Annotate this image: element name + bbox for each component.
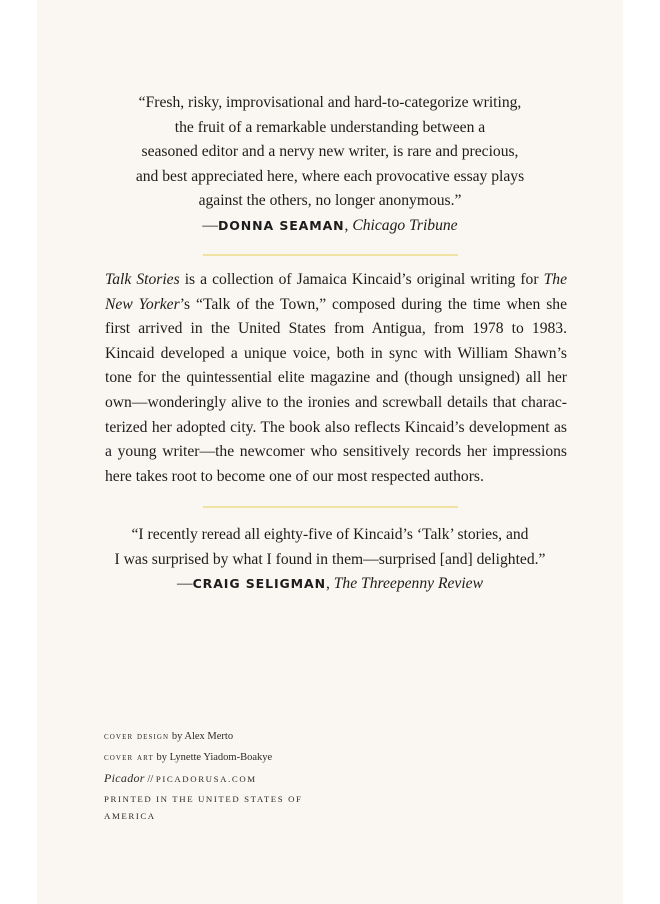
book-title: Talk Stories [105, 271, 180, 288]
description-line: own—wonderingly alive to the ironies and screwball details that charac- [105, 393, 567, 411]
attribution-dash: — [202, 216, 218, 234]
credit-value: by Lynette Yiadom-Boakye [153, 751, 273, 763]
quote-line: “Fresh, risky, improvisational and hard-to-categorize writing, [138, 94, 522, 111]
credit-label: cover design [104, 731, 170, 742]
credit-cover-design [104, 727, 303, 748]
attribution-source: Chicago Tribune [352, 216, 458, 234]
publisher-website: PICADORUSA.COM [155, 774, 257, 784]
printed-in-line: PRINTED IN THE UNITED STATES OF [104, 793, 303, 804]
printed-in-line: AMERICA [104, 810, 156, 821]
publisher-line [104, 768, 303, 791]
quote-line: “I recently reread all eighty-five of Kincaid’s ‘Talk’ stories, and [131, 526, 529, 543]
description-line: terized her adopted city. The book also reflects Kincaid’s development as [105, 418, 567, 436]
attribution-separator: , [325, 575, 334, 593]
quote-attribution [37, 214, 623, 239]
description-line: a young writer—the newcomer who sensitively records her impressions [105, 443, 567, 461]
blurb-quote-seaman [37, 91, 623, 239]
credit-label: cover art [104, 751, 154, 763]
book-back-cover [37, 0, 623, 904]
magazine-title-part: New Yorker [105, 295, 180, 313]
publisher-separator: // [144, 774, 156, 785]
book-description [105, 268, 567, 489]
attribution-dash: — [177, 575, 193, 593]
description-text: is a collection of Jamaica Kincaid’s original writing for [179, 271, 544, 288]
attribution-author: CRAIG SELIGMAN [192, 576, 326, 592]
blurb-quote-seligman [37, 523, 623, 597]
attribution-separator: , [344, 216, 353, 234]
cover-credits [104, 727, 303, 825]
quote-line: against the others, no longer anonymous.” [198, 192, 462, 210]
description-line [105, 293, 567, 318]
quote-line: seasoned editor and a nervy new writer, is rare and precious, [141, 143, 519, 161]
description-line: here takes root to become one of our most respected authors. [105, 467, 484, 485]
quote-line: I was surprised by what I found in them—surprised [and] delighted.” [114, 550, 546, 568]
publisher-logo: Picador [104, 771, 145, 785]
credit-cover-art [104, 748, 303, 769]
magazine-title-part: The [543, 271, 567, 288]
description-line: Kincaid developed a unique voice, both in sync with William Shawn’s [105, 344, 567, 362]
attribution-author: DONNA SEAMAN [217, 217, 345, 233]
attribution-source: The Threepenny Review [333, 575, 483, 593]
quote-attribution [37, 572, 623, 597]
description-line [105, 268, 567, 293]
credit-value: by Alex Merto [169, 731, 234, 742]
divider-rule [203, 506, 458, 508]
description-line: tone for the quintessential elite magazine and (though unsigned) all her [105, 369, 567, 387]
description-text: ’s “Talk of the Town,” composed during the time when she [179, 295, 568, 313]
description-line: first arrived in the United States from Antigua, from 1978 to 1983. [105, 320, 567, 338]
quote-line: the fruit of a remarkable understanding between a [174, 118, 486, 136]
quote-line: and best appreciated here, where each provocative essay plays [135, 167, 525, 185]
divider-rule [203, 254, 458, 256]
